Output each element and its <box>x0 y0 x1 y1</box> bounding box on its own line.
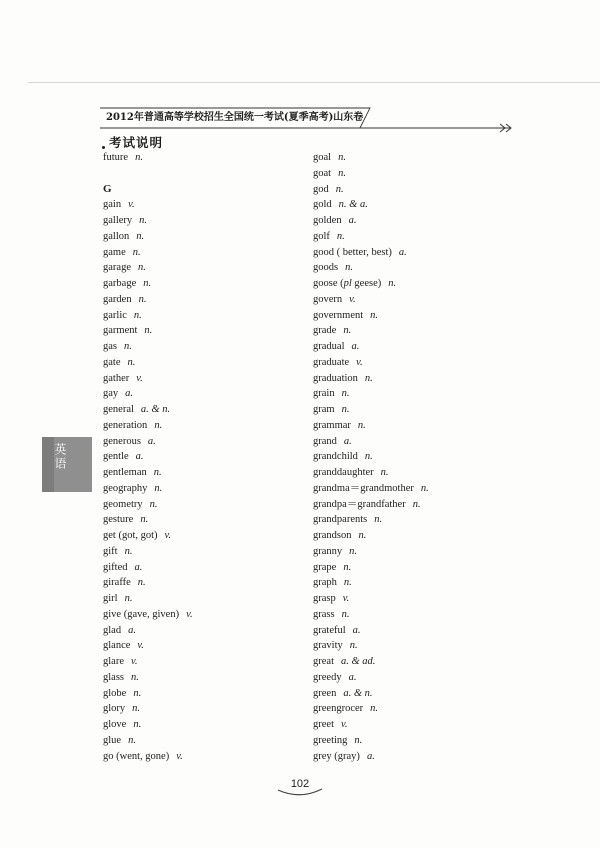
vocab-word: goods <box>313 262 339 274</box>
part-of-speech: a. <box>128 624 136 636</box>
vocab-entry <box>103 701 303 717</box>
part-of-speech: v. <box>342 593 350 604</box>
part-of-speech: v. <box>176 750 183 762</box>
vocab-word: great <box>313 656 334 667</box>
part-of-speech: n. <box>388 278 397 289</box>
vocab-word: gentleman <box>103 467 147 478</box>
vocab-entry <box>313 276 513 292</box>
part-of-speech: n. <box>154 482 163 494</box>
vocab-word: glare <box>103 656 124 667</box>
part-of-speech: v. <box>136 372 143 384</box>
vocab-entry <box>313 575 513 591</box>
vocab-entry <box>313 749 513 765</box>
part-of-speech: n. <box>370 703 379 715</box>
vocab-word: graduation <box>313 372 358 384</box>
vocab-word: god <box>313 183 329 195</box>
vocab-entry <box>313 229 513 245</box>
part-of-speech: n. <box>354 734 363 746</box>
part-of-speech: n. <box>124 593 133 604</box>
part-of-speech: n. <box>343 561 352 573</box>
vocab-entry <box>103 434 303 450</box>
vocab-word: goal <box>313 152 332 163</box>
vocab-word: gold <box>313 199 332 211</box>
part-of-speech: a. <box>398 246 407 258</box>
part-of-speech: a. <box>147 435 156 447</box>
vocab-column-right <box>313 150 513 764</box>
vocab-word: granny <box>313 545 343 557</box>
part-of-speech: n. <box>349 545 358 557</box>
vocab-entry <box>313 733 513 749</box>
vocab-word: greengrocer <box>313 703 364 715</box>
part-of-speech: n. <box>140 514 149 526</box>
vocab-entry <box>313 623 513 639</box>
part-of-speech: n. <box>380 467 389 478</box>
part-of-speech: a. <box>366 750 375 762</box>
vocab-word: grammar <box>313 419 351 431</box>
part-of-speech: n. <box>144 325 153 337</box>
part-of-speech: a. <box>135 451 144 463</box>
vocab-word-tail: geese) <box>351 278 382 289</box>
vocab-word: globe <box>103 687 127 699</box>
vocab-entry <box>103 607 303 623</box>
part-of-speech: v. <box>164 530 172 541</box>
part-of-speech: a. <box>125 388 134 400</box>
vocab-entry <box>103 575 303 591</box>
vocab-entry <box>313 686 513 702</box>
vocab-word: golden <box>313 215 342 226</box>
vocab-entry <box>103 197 303 213</box>
part-of-speech: n. <box>139 215 148 226</box>
part-of-speech: a. & n. <box>343 687 373 699</box>
vocab-word: grape <box>313 561 337 573</box>
part-of-speech: n. <box>137 262 146 274</box>
part-of-speech: n. <box>127 356 136 368</box>
vocab-entry <box>103 276 303 292</box>
vocab-word: graduate <box>313 356 350 368</box>
vocab-word: gas <box>103 341 117 352</box>
part-of-speech: n. <box>357 419 366 431</box>
vocab-entry <box>313 292 513 308</box>
vocab-word: garlic <box>103 309 127 321</box>
part-of-speech: a. <box>343 435 352 447</box>
vocab-entry <box>313 701 513 717</box>
part-of-speech: n. <box>358 530 367 541</box>
vocab-word: geometry <box>103 498 143 510</box>
part-of-speech: n. <box>364 372 373 384</box>
vocab-entry <box>103 465 303 481</box>
vocab-entry <box>103 512 303 528</box>
vocab-entry <box>103 260 303 276</box>
vocab-entry <box>103 402 303 418</box>
subject-tab-label: 英语 <box>53 443 67 471</box>
part-of-speech: v. <box>349 293 356 305</box>
vocab-entry <box>313 402 513 418</box>
part-of-speech: n. <box>132 703 141 715</box>
vocab-word: glory <box>103 703 126 715</box>
part-of-speech: n. <box>338 167 346 179</box>
vocab-entry <box>313 528 513 544</box>
vocab-word: generous <box>103 435 141 447</box>
part-of-speech: n. <box>154 419 163 431</box>
vocab-entry <box>103 591 303 607</box>
vocab-entry <box>313 323 513 339</box>
header-frame <box>0 0 600 160</box>
bullet-dot <box>102 146 105 149</box>
part-of-speech: n. <box>335 183 344 195</box>
vocab-word: golf <box>313 230 330 242</box>
part-of-speech: n. <box>338 152 346 163</box>
vocab-entry <box>313 150 513 166</box>
vocab-word: gram <box>313 404 335 415</box>
vocab-entry <box>103 544 303 560</box>
vocab-entry <box>313 607 513 623</box>
vocab-word: greet <box>313 719 334 730</box>
vocab-word: grandson <box>313 530 352 541</box>
vocab-column-left <box>103 150 303 764</box>
vocab-word: glad <box>103 624 122 636</box>
vocab-word: goose ( <box>313 278 344 289</box>
part-of-speech: n. <box>364 451 373 463</box>
part-of-speech: a. <box>351 341 360 352</box>
vocab-word: gallery <box>103 215 133 226</box>
vocab-entry <box>313 512 513 528</box>
vocab-word: gather <box>103 372 130 384</box>
vocab-word: gallon <box>103 230 130 242</box>
vocab-entry <box>103 623 303 639</box>
vocab-entry <box>103 229 303 245</box>
page-number-swoosh <box>276 786 324 798</box>
vocab-word: garbage <box>103 278 137 289</box>
part-of-speech: n. <box>341 388 350 400</box>
vocab-word: gentle <box>103 451 129 463</box>
part-of-speech: a. <box>348 671 357 683</box>
vocab-word: give (gave, given) <box>103 608 180 620</box>
vocab-word: geography <box>103 482 148 494</box>
vocab-word: good ( better, best) <box>313 246 392 258</box>
vocab-entry <box>313 449 513 465</box>
vocab-entry <box>313 497 513 513</box>
vocab-word: game <box>103 246 126 258</box>
part-of-speech: n. <box>124 341 132 352</box>
vocab-entry <box>103 418 303 434</box>
vocab-entry <box>313 386 513 402</box>
vocab-entry <box>103 481 303 497</box>
part-of-speech: n. <box>345 262 353 274</box>
part-of-speech: a. & n. <box>140 404 171 415</box>
vocab-word: greeting <box>313 734 348 746</box>
vocab-word: grandpa＝grandfather <box>313 498 406 510</box>
letter-heading: G <box>103 182 112 195</box>
vocab-entry <box>103 308 303 324</box>
vocab-entry <box>103 528 303 544</box>
part-of-speech: n. <box>341 404 350 415</box>
vocab-entry <box>103 213 303 229</box>
vocab-entry <box>313 197 513 213</box>
vocab-word: grasp <box>313 593 336 604</box>
section-title: 考试说明 <box>109 135 164 150</box>
vocab-word: go (went, gone) <box>103 750 170 762</box>
vocab-entry <box>103 497 303 513</box>
part-of-speech: v. <box>356 356 363 368</box>
vocab-word: grey (gray) <box>313 750 360 762</box>
part-of-speech: n. <box>133 719 142 730</box>
vocab-entry <box>103 670 303 686</box>
vocab-entry <box>103 371 303 387</box>
vocab-entry <box>103 449 303 465</box>
page-number: 102 <box>290 778 310 790</box>
vocab-entry <box>313 544 513 560</box>
vocab-word: gate <box>103 356 121 368</box>
vocab-word: gradual <box>313 341 345 352</box>
vocab-entry <box>313 339 513 355</box>
vocab-word: garden <box>103 293 132 305</box>
vocab-word: grandma＝grandmother <box>313 482 414 494</box>
vocab-entry <box>103 355 303 371</box>
vocab-entry <box>313 166 513 182</box>
part-of-speech: n. <box>420 482 429 494</box>
vocab-word: grand <box>313 435 337 447</box>
part-of-speech: n. <box>149 498 158 510</box>
part-of-speech: a. <box>134 561 143 573</box>
part-of-speech: n. <box>131 671 139 683</box>
vocab-entry <box>103 654 303 670</box>
vocab-word: goat <box>313 167 332 179</box>
vocab-entry <box>103 638 303 654</box>
vocab-word: grade <box>313 325 337 337</box>
vocab-word: gay <box>103 388 119 400</box>
vocab-entry <box>313 481 513 497</box>
vocab-word: general <box>103 404 134 415</box>
vocab-word: girl <box>103 593 118 604</box>
vocab-entry <box>313 371 513 387</box>
vocab-word: glass <box>103 671 124 683</box>
part-of-speech: n. <box>133 309 142 321</box>
vocab-word: glove <box>103 719 127 730</box>
vocab-entry <box>103 686 303 702</box>
vocab-word: garage <box>103 262 131 274</box>
vocab-entry <box>313 260 513 276</box>
part-of-speech: n. <box>132 246 141 258</box>
part-of-speech: n. <box>137 577 146 589</box>
vocab-entry <box>313 560 513 576</box>
vocab-word: grass <box>313 608 335 620</box>
vocab-entry <box>103 292 303 308</box>
vocab-word: get (got, got) <box>103 530 158 541</box>
part-of-speech: n. <box>343 325 352 337</box>
vocab-word: grain <box>313 388 335 400</box>
part-of-speech: n. <box>412 498 421 510</box>
part-of-speech: n. <box>128 734 136 746</box>
part-of-speech: n. <box>349 640 358 652</box>
vocab-word: gesture <box>103 514 134 526</box>
vocab-entry <box>313 434 513 450</box>
part-of-speech: n. <box>370 309 379 321</box>
vocab-word: giraffe <box>103 577 131 589</box>
vocab-entry <box>313 355 513 371</box>
vocab-entry <box>103 245 303 261</box>
part-of-speech: n. <box>124 545 133 557</box>
vocab-entry <box>103 749 303 765</box>
part-of-speech: n. <box>143 278 152 289</box>
vocab-entry <box>313 182 513 198</box>
part-of-speech: n. <box>341 608 350 620</box>
vocab-entry <box>103 150 303 166</box>
part-of-speech: v. <box>341 719 348 730</box>
vocab-word: grateful <box>313 624 346 636</box>
vocab-entry <box>313 638 513 654</box>
vocab-word: generation <box>103 419 148 431</box>
part-of-speech: n. <box>138 293 147 305</box>
vocab-entry <box>313 245 513 261</box>
vocab-word: grandparents <box>313 514 368 526</box>
vocab-word: gravity <box>313 640 343 652</box>
vocab-word: greedy <box>313 671 342 683</box>
part-of-speech: n. <box>133 687 142 699</box>
vocab-entry <box>313 717 513 733</box>
vocab-entry <box>313 308 513 324</box>
vocab-entry <box>313 465 513 481</box>
vocab-entry <box>103 386 303 402</box>
vocab-entry <box>103 560 303 576</box>
vocab-word: garment <box>103 325 138 337</box>
vocab-entry <box>313 591 513 607</box>
vocab-entry <box>313 670 513 686</box>
vocab-word: gift <box>103 545 118 557</box>
vocab-word: glue <box>103 734 122 746</box>
vocab-word: green <box>313 687 337 699</box>
subject-tab <box>42 437 92 492</box>
part-of-speech: n. <box>374 514 383 526</box>
vocab-word: future <box>103 152 129 163</box>
vocab-entry <box>103 339 303 355</box>
vocab-word: glance <box>103 640 131 652</box>
vocab-word: gifted <box>103 561 128 573</box>
vocab-entry <box>313 213 513 229</box>
vocab-word: graph <box>313 577 337 589</box>
vocab-word: govern <box>313 293 343 305</box>
vocab-entry <box>313 654 513 670</box>
part-of-speech: a. <box>348 215 357 226</box>
vocab-entry <box>103 717 303 733</box>
part-of-speech: n. <box>136 230 145 242</box>
part-of-speech: v. <box>186 608 193 620</box>
vocab-word: government <box>313 309 364 321</box>
vocab-word-italic: pl <box>343 278 352 289</box>
part-of-speech: n. <box>336 230 345 242</box>
vocab-entry <box>313 418 513 434</box>
document-title: 2012年普通高等学校招生全国统一考试(夏季高考)山东卷 <box>106 112 364 123</box>
part-of-speech: n. <box>343 577 352 589</box>
part-of-speech: n. <box>153 467 162 478</box>
part-of-speech: n. & a. <box>338 199 368 211</box>
vocab-entry <box>103 733 303 749</box>
part-of-speech: n. <box>135 152 143 163</box>
part-of-speech: a. & ad. <box>341 656 376 667</box>
part-of-speech: v. <box>131 656 138 667</box>
vocab-word: granddaughter <box>313 467 374 478</box>
part-of-speech: v. <box>137 640 144 652</box>
part-of-speech: v. <box>128 199 135 211</box>
vocab-word: grandchild <box>313 451 358 463</box>
part-of-speech: a. <box>352 624 361 636</box>
vocab-word: gain <box>103 199 122 211</box>
vocab-entry <box>103 323 303 339</box>
